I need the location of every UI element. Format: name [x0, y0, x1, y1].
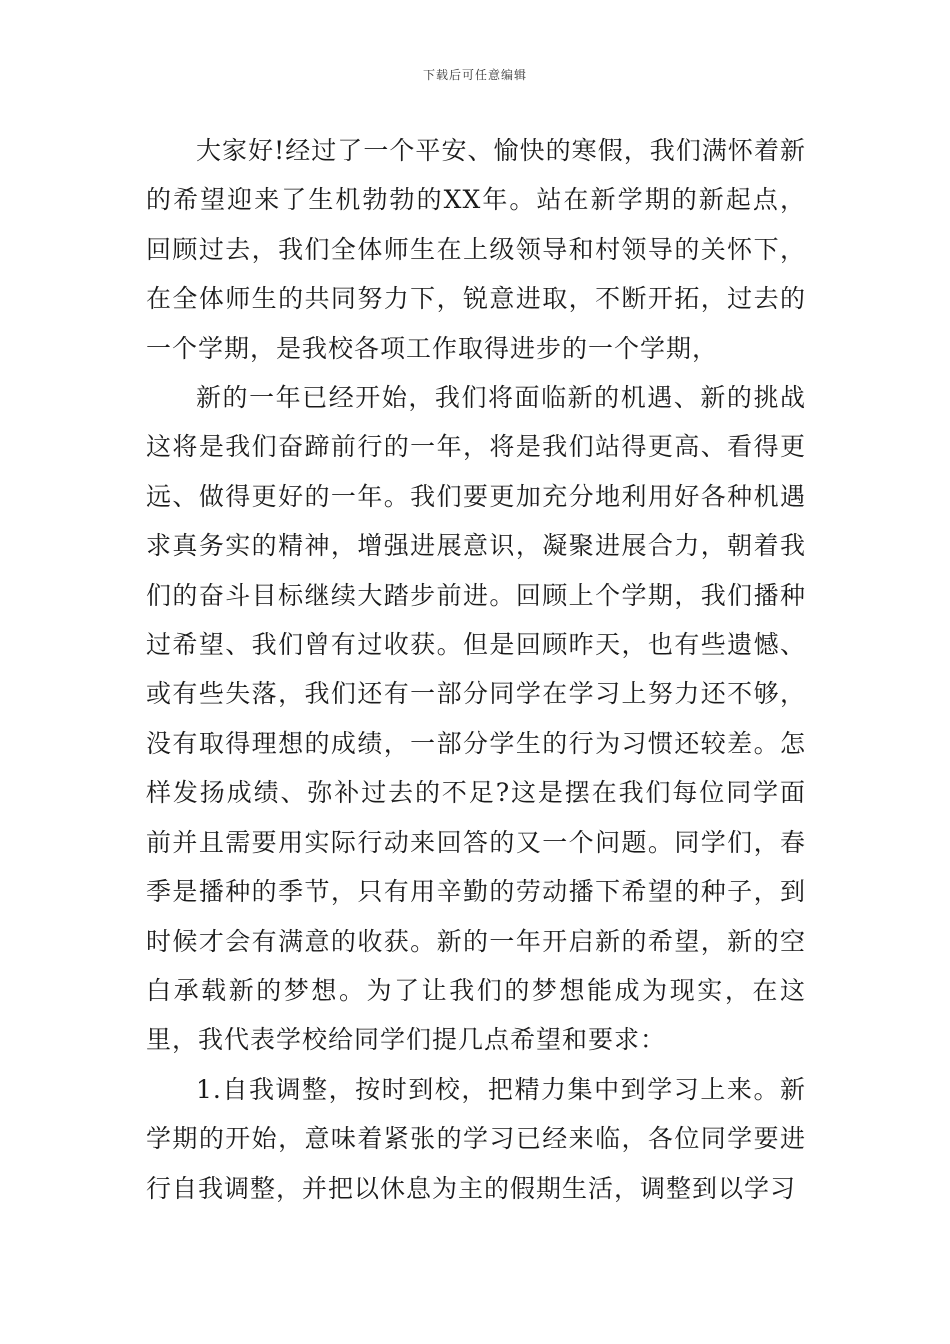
paragraph-point-1: 1.自我调整，按时到校，把精力集中到学习上来。新学期的开始，意味着紧张的学习已经来临，各位同学要进行自我调整，并把以休息为主的假期生活，调整到以学习 — [146, 1074, 806, 1203]
document-body — [146, 126, 806, 1213]
paragraph-greeting: 大家好!经过了一个平安、愉快的寒假，我们满怀着新的希望迎来了生机勃勃的XX年。站在新学期的新起点，回顾过去，我们全体师生在上级领导和村领导的关怀下，在全体师生的共同努力下，锐意进取，不断开拓，过去的一个学期，是我校各项工作取得进步的一个学期， — [146, 136, 806, 363]
paragraph-new-year: 新的一年已经开始，我们将面临新的机遇、新的挑战这将是我们奋蹄前行的一年，将是我们站得更高、看得更远、做得更好的一年。我们要更加充分地利用好各种机遇求真务实的精神，增强进展意识，凝聚进展合力，朝着我们的奋斗目标继续大踏步前进。回顾上个学期，我们播种过希望、我们曾有过收获。但是回顾昨天，也有些遗憾、或有些失落，我们还有一部分同学在学习上努力还不够，没有取得理想的成绩，一部分学生的行为习惯还较差。怎样发扬成绩、弥补过去的不足?这是摆在我们每位同学面前并且需要用实际行动来回答的又一个问题。同学们，春季是播种的季节，只有用辛勤的劳动播下希望的种子，到时候才会有满意的收获。新的一年开启新的希望，新的空白承载新的梦想。为了让我们的梦想能成为现实，在这里，我代表学校给同学们提几点希望和要求： — [146, 383, 806, 1055]
page-header: 下载后可任意编辑 — [422, 68, 527, 82]
